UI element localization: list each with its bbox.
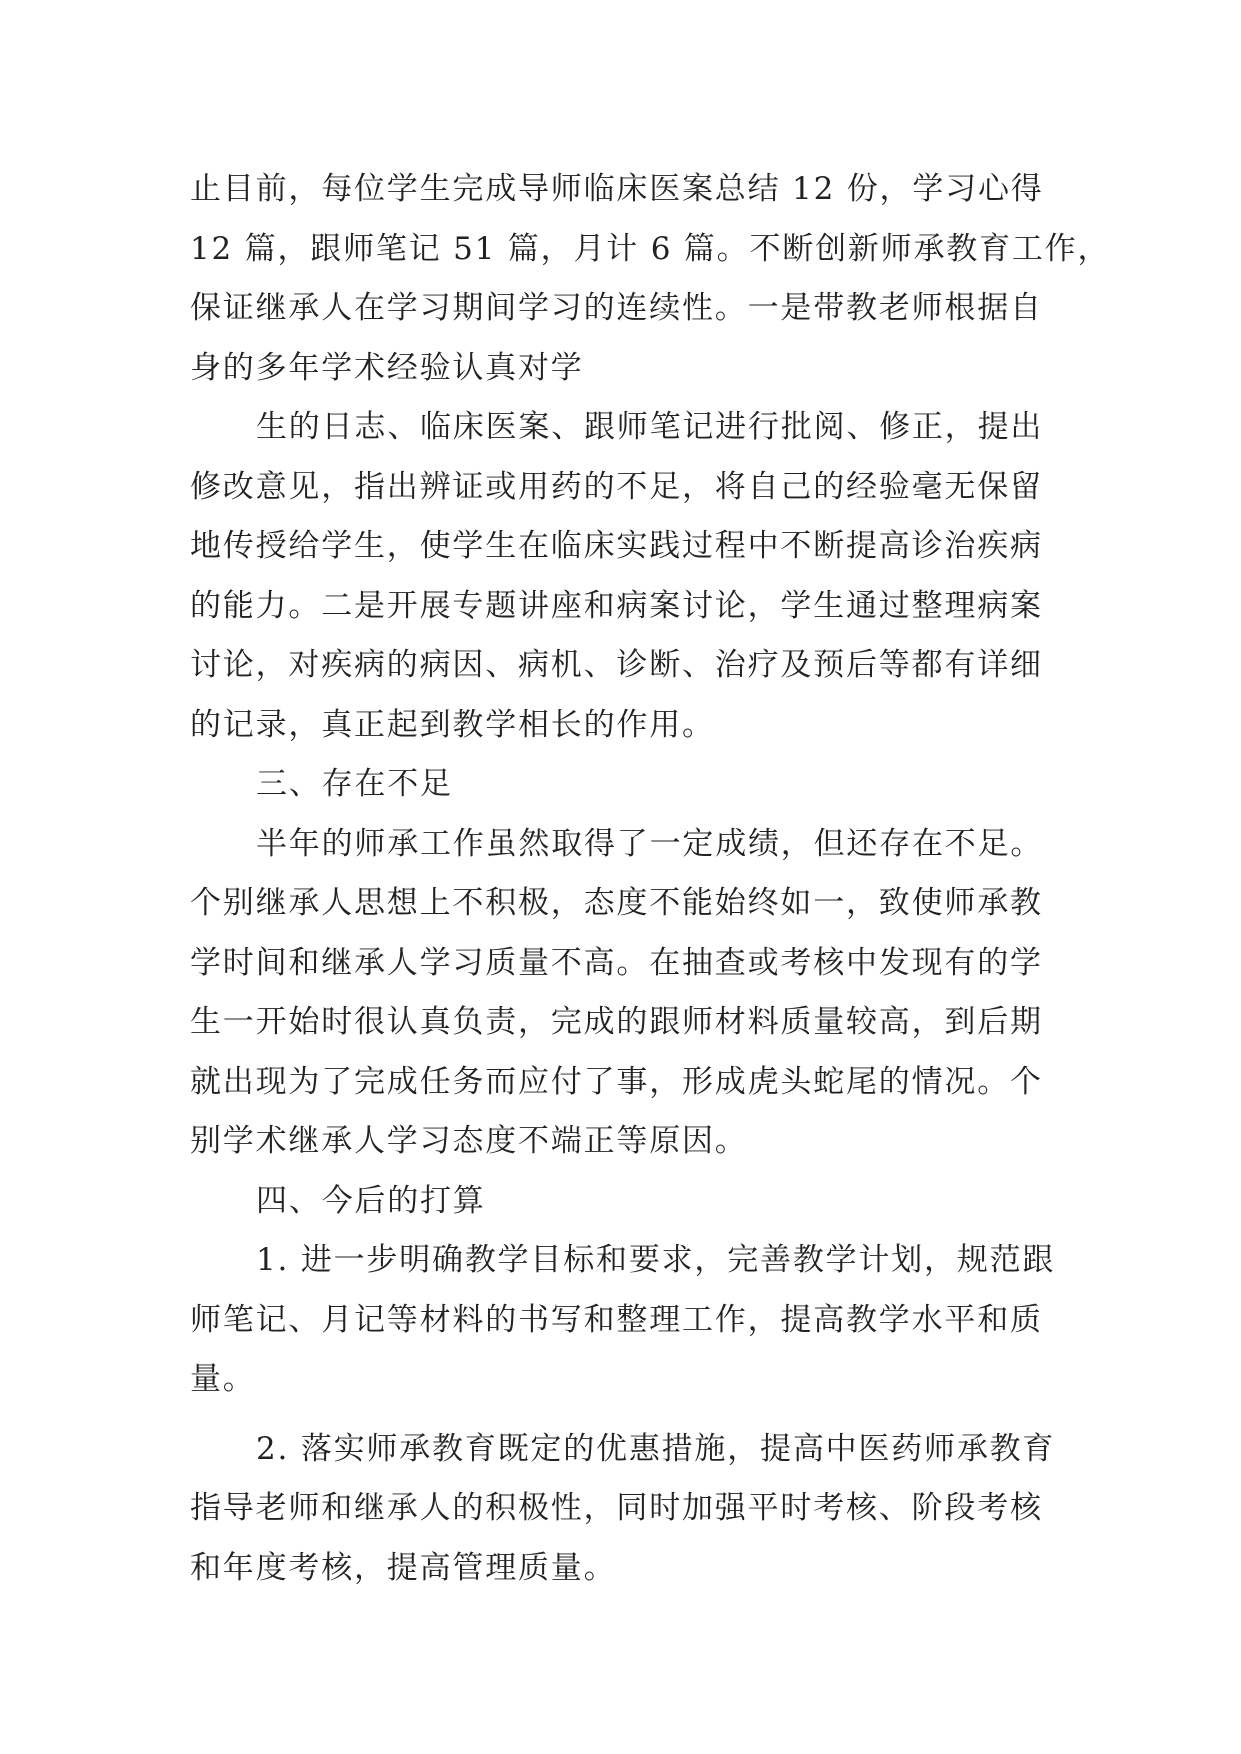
text-line: 讨论，对疾病的病因、病机、诊断、治疗及预后等都有详细 — [190, 647, 1043, 683]
text-line: 和年度考核，提高管理质量。 — [190, 1549, 617, 1586]
list-item: 1. 进一步明确教学目标和要求，完善教学计划，规范跟 — [256, 1242, 1056, 1278]
list-item: 2. 落实师承教育既定的优惠措施，提高中医药师承教育 — [256, 1430, 1056, 1467]
document-body — [190, 160, 1111, 1598]
text-line: 量。 — [190, 1361, 256, 1397]
text-line: 的能力。二是开展专题讲座和病案讨论，学生通过整理病案 — [190, 587, 1043, 624]
text-line: 别学术继承人学习态度不端正等原因。 — [190, 1123, 748, 1159]
section-heading: 三、存在不足 — [256, 766, 453, 802]
text-line: 学时间和继承人学习质量不高。在抽查或考核中发现有的学 — [190, 944, 1043, 981]
text-line: 半年的师承工作虽然取得了一定成绩，但还存在不足。 — [256, 825, 1044, 862]
text-line: 地传授给学生，使学生在临床实践过程中不断提高诊治疾病 — [190, 528, 1043, 564]
text-line: 个别继承人思想上不积极，态度不能始终如一，致使师承教 — [190, 885, 1043, 921]
text-line: 就出现为了完成任务而应付了事，形成虎头蛇尾的情况。个 — [190, 1063, 1043, 1100]
text-line: 师笔记、月记等材料的书写和整理工作，提高教学水平和质 — [190, 1301, 1043, 1338]
paragraph-gap — [190, 1410, 1050, 1420]
text-line: 12 篇，跟师笔记 51 篇，月计 6 篇。不断创新师承教育工作， — [190, 230, 1111, 267]
section-heading: 四、今后的打算 — [256, 1182, 486, 1219]
text-line: 保证继承人在学习期间学习的连续性。一是带教老师根据自 — [190, 290, 1043, 326]
text-line: 生的日志、临床医案、跟师笔记进行批阅、修正，提出 — [256, 409, 1044, 445]
text-line: 生一开始时很认真负责，完成的跟师材料质量较高，到后期 — [190, 1004, 1043, 1040]
text-line: 修改意见，指出辨证或用药的不足，将自己的经验毫无保留 — [190, 468, 1043, 505]
text-line: 的记录，真正起到教学相长的作用。 — [190, 706, 715, 743]
text-line: 止目前，每位学生完成导师临床医案总结 12 份，学习心得 — [190, 171, 1044, 207]
text-line: 指导老师和继承人的积极性，同时加强平时考核、阶段考核 — [190, 1490, 1043, 1526]
text-line: 身的多年学术经验认真对学 — [190, 349, 584, 386]
